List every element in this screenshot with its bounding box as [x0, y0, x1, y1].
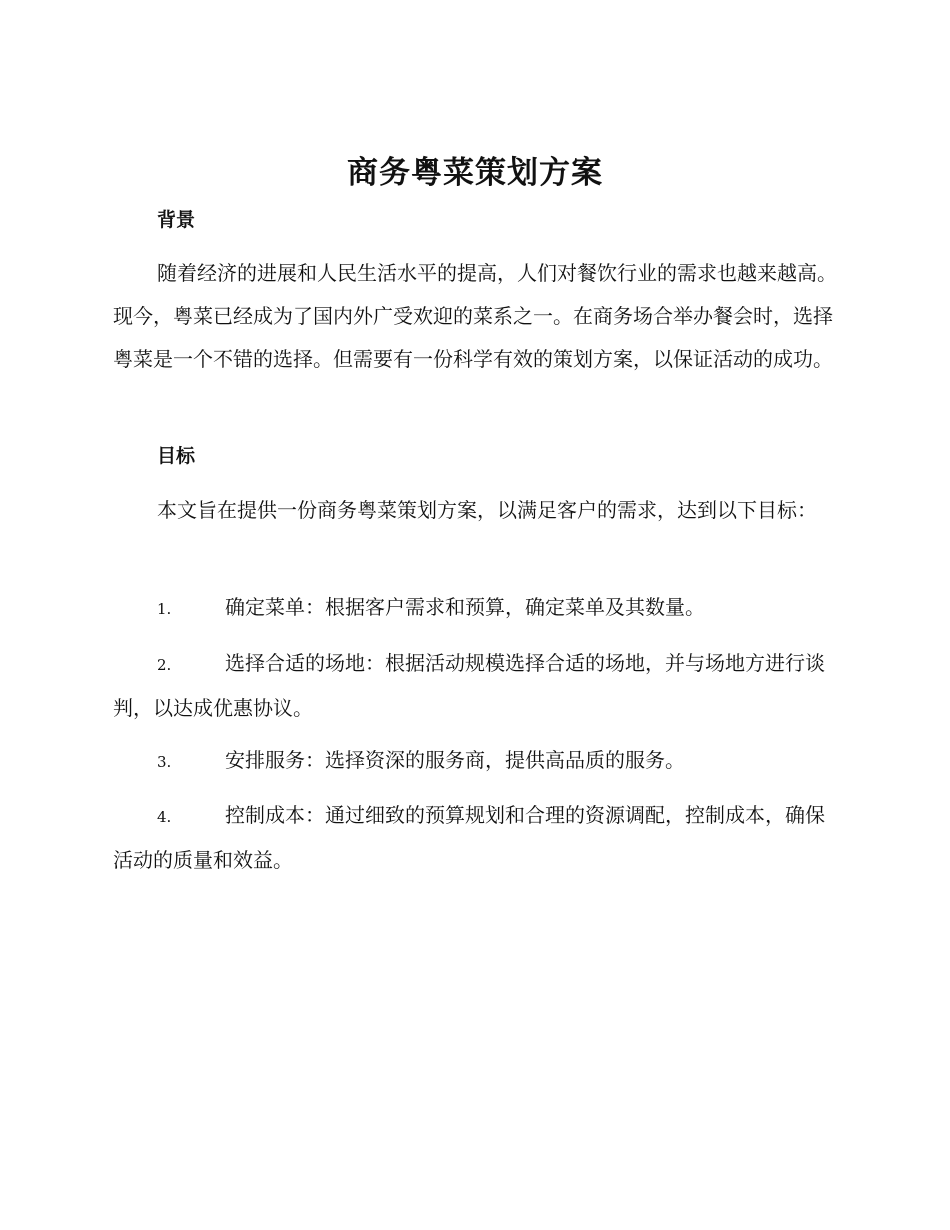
list-item-number: 4.	[157, 808, 172, 826]
list-item-text: 选择合适的场地：根据活动规模选择合适的场地，并与场地方进行谈判，以达成优惠协议。	[113, 651, 825, 720]
goals-intro-paragraph: 本文旨在提供一份商务粤菜策划方案，以满足客户的需求，达到以下目标：	[157, 498, 817, 522]
list-item	[113, 739, 838, 784]
section-heading-goals: 目标	[157, 445, 196, 467]
list-item-number: 2.	[157, 656, 172, 674]
list-item-number: 1.	[157, 600, 172, 618]
background-paragraph: 随着经济的进展和人民生活水平的提高，人们对餐饮行业的需求也越来越高。现今，粤菜已经成为了国内外广受欢迎的菜系之一。在商务场合举办餐会时，选择粤菜是一个不错的选择。但需要有一份科学有效的策划方案，以保证活动的成功。	[113, 261, 837, 371]
list-item	[113, 586, 838, 631]
list-item	[113, 794, 838, 882]
section-heading-background: 背景	[157, 209, 196, 231]
document-title: 商务粤菜策划方案	[347, 155, 603, 191]
list-item-text: 控制成本：通过细致的预算规划和合理的资源调配，控制成本，确保活动的质量和效益。	[113, 803, 825, 872]
list-item	[113, 642, 838, 730]
list-item-text: 确定菜单：根据客户需求和预算，确定菜单及其数量。	[225, 595, 705, 619]
list-item-number: 3.	[157, 753, 172, 771]
list-item-text: 安排服务：选择资深的服务商，提供高品质的服务。	[225, 748, 685, 772]
